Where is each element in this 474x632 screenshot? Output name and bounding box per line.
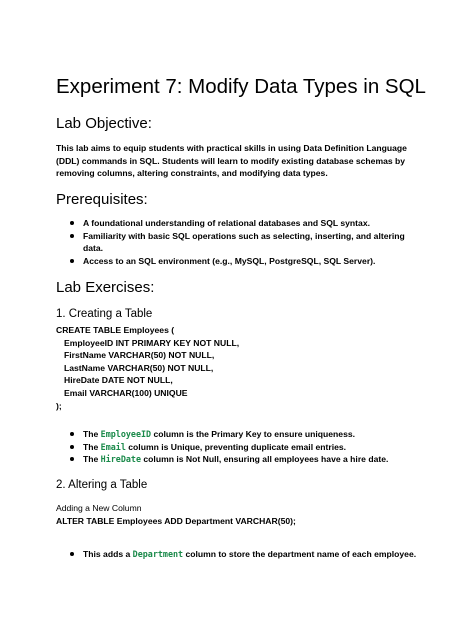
code-line: HireDate DATE NOT NULL,: [64, 375, 173, 386]
list-item-text: Familiarity with basic SQL operations such as selecting, inserting, and altering: [83, 230, 405, 241]
list-item: [56, 441, 422, 454]
alter-table-notes: [56, 548, 422, 561]
list-item-text: [83, 453, 422, 466]
note-text: column to store the department name of each employee.: [183, 549, 417, 559]
list-item: [56, 230, 422, 255]
bullet-icon: [70, 234, 74, 238]
bullet-icon: [70, 457, 74, 461]
list-item: [56, 453, 422, 466]
note-text: This adds a: [83, 549, 133, 559]
note-text: The: [83, 441, 101, 452]
list-item-text: [83, 441, 422, 454]
lab-exercises-heading: Lab Exercises:: [56, 279, 155, 296]
lab-objective-heading: Lab Objective:: [56, 115, 152, 132]
inline-code: Department: [132, 549, 184, 559]
note-text: column is the Primary Key to ensure uniqueness.: [151, 429, 356, 439]
code-line: );: [56, 400, 62, 411]
bullet-icon: [70, 432, 74, 436]
subheading: Adding a New Column: [56, 503, 142, 513]
bullet-icon: [70, 259, 74, 263]
note-text: column is Unique, preventing duplicate email entries.: [125, 441, 347, 452]
bullet-icon: [70, 552, 74, 556]
list-item: [56, 217, 422, 230]
list-item: [56, 548, 422, 561]
create-table-code: [56, 324, 239, 412]
inline-code: Email: [100, 441, 126, 452]
note-text: The: [83, 429, 101, 439]
code-line: FirstName VARCHAR(50) NOT NULL,: [64, 350, 215, 361]
objective-line: This lab aims to equip students with practical skills in using Data Definition Language: [56, 143, 407, 153]
prerequisites-heading: Prerequisites:: [56, 191, 148, 208]
section-heading-altering-table: 2. Altering a Table: [56, 479, 148, 491]
objective-line: removing columns, altering constraints, and modifying data types.: [56, 168, 328, 179]
code-line: CREATE TABLE Employees (: [56, 325, 175, 335]
code-line: EmployeeID INT PRIMARY KEY NOT NULL,: [64, 337, 240, 348]
prerequisites-list: [56, 217, 422, 267]
note-text: The: [83, 454, 101, 465]
lab-objective-text: [56, 142, 422, 180]
list-item-text: [83, 428, 422, 441]
code-line: Email VARCHAR(100) UNIQUE: [64, 387, 188, 398]
list-item: [56, 255, 422, 268]
bullet-icon: [70, 221, 74, 225]
list-item-text: data.: [83, 243, 104, 254]
bullet-icon: [70, 445, 74, 449]
alter-table-block: [56, 502, 296, 527]
objective-line: (DDL) commands in SQL. Students will learn to modify existing database schemas by: [56, 155, 406, 166]
list-item-text: [83, 548, 422, 561]
inline-code: EmployeeID: [100, 429, 152, 439]
list-item: [56, 428, 422, 441]
list-item-text: Access to an SQL environment (e.g., MySQL, PostgreSQL, SQL Server).: [83, 255, 376, 266]
list-item-text: A foundational understanding of relational databases and SQL syntax.: [83, 218, 370, 228]
inline-code: HireDate: [100, 454, 142, 465]
page-title: Experiment 7: Modify Data Types in SQL: [56, 75, 426, 98]
note-text: column is Not Null, ensuring all employees have a hire date.: [141, 454, 389, 465]
create-table-notes: [56, 428, 422, 466]
section-heading-creating-table: 1. Creating a Table: [56, 308, 153, 320]
code-line: ALTER TABLE Employees ADD Department VARCHAR(50);: [56, 515, 296, 526]
code-line: LastName VARCHAR(50) NOT NULL,: [64, 362, 214, 373]
